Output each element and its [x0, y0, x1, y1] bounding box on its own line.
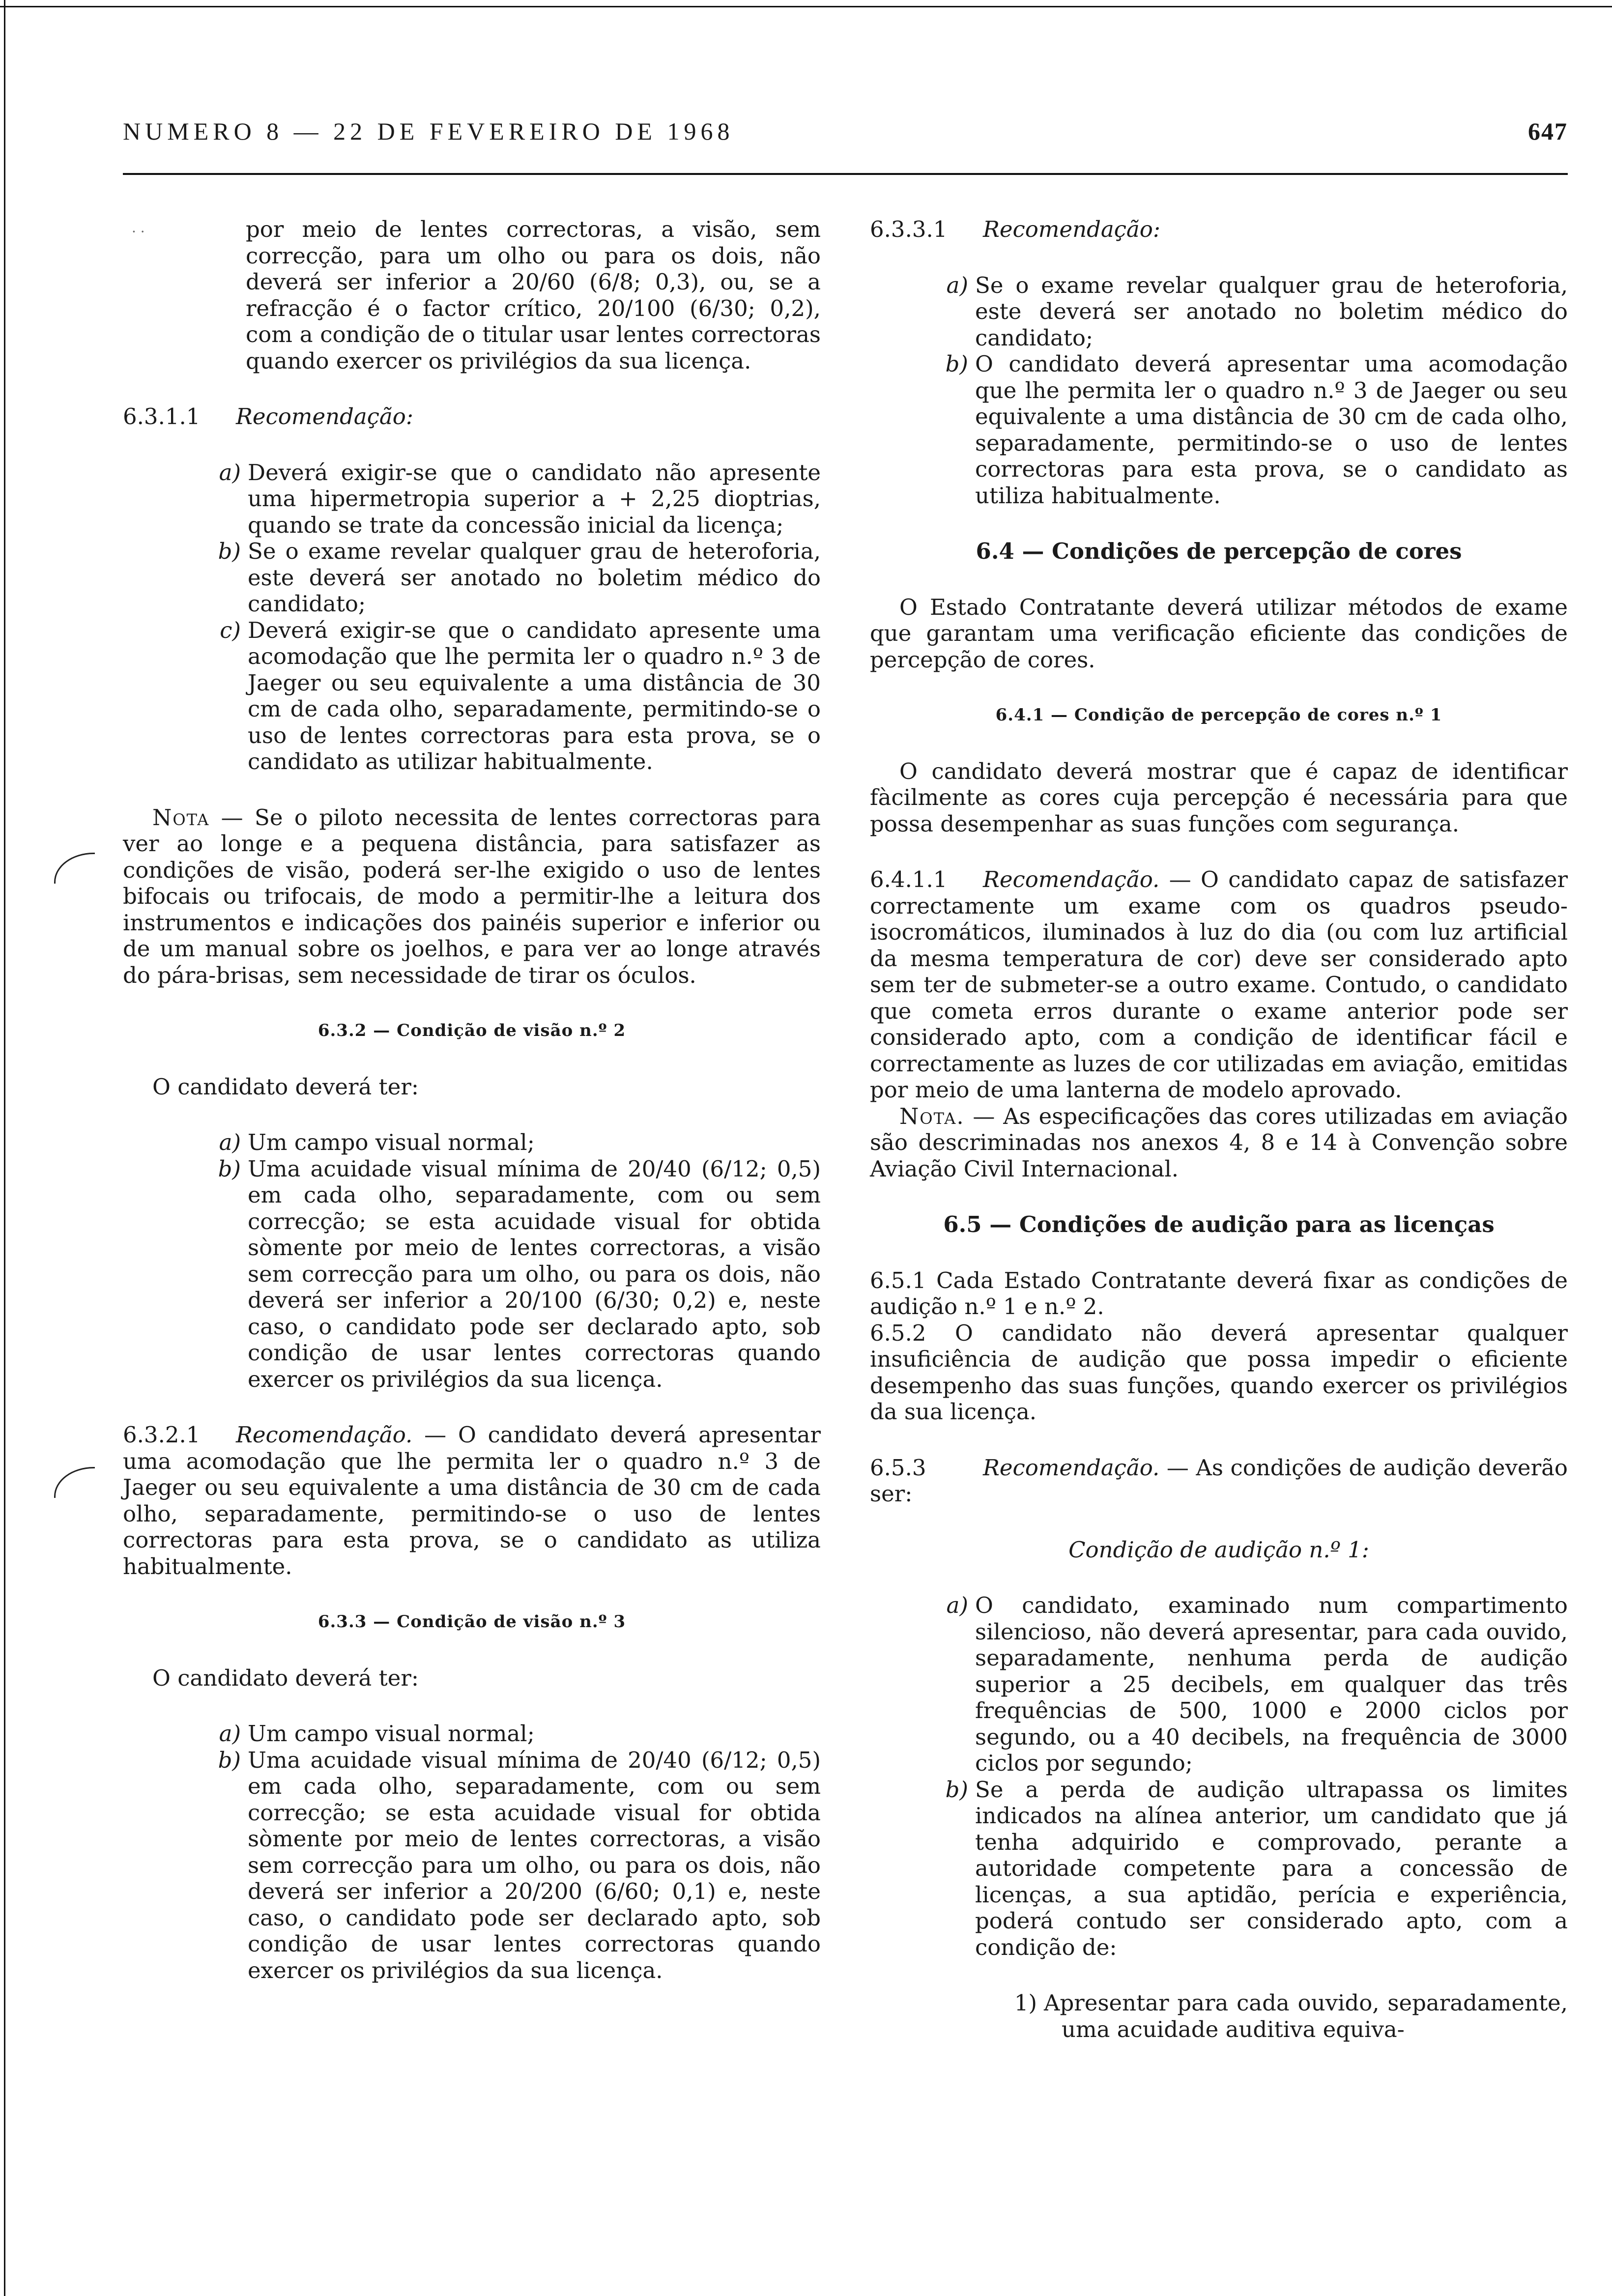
section-number: 6.4.1.1 — [870, 866, 948, 892]
note-label: Nota — [152, 804, 210, 831]
list-6331 — [870, 272, 1568, 509]
paragraph-64: O Estado Contratante deverá utilizar métodos de exame que garantam uma verificação eficiente das condições de percepção de cores. — [870, 594, 1568, 673]
item-text: Apresentar para cada ouvido, separadamente, uma acuidade auditiva equiva- — [1044, 1990, 1568, 2042]
intro-text: por meio de lentes correctoras, a visão, sem correcção, para um olho ou para os dois, não deverá ser inferior a 20/60 (6/8; 0,3), ou, se a refracção é o factor crítico, 20/100 (6/30; 0,2), com a condição de o titular usar lentes correctoras quando exercer os privilégios da sua licença. — [246, 216, 821, 374]
list-item — [123, 1747, 821, 1984]
margin-pencil-mark — [54, 1467, 95, 1498]
item-label: a) — [219, 459, 241, 486]
header-title: NUMERO 8 — 22 DE FEVEREIRO DE 1968 — [123, 117, 734, 145]
recommendation-label: Recomendação: — [983, 216, 1161, 242]
item-label: a) — [946, 272, 968, 298]
section-heading-64: 6.4 — Condições de percepção de cores — [976, 538, 1462, 564]
recommendation-label: Recomendação: — [236, 403, 414, 430]
item-label: b) — [218, 538, 241, 564]
list-item — [870, 272, 1568, 351]
item-label: b) — [945, 1776, 968, 1803]
recommendation-text: — O candidato capaz de satisfazer correctamente um exame com os quadros pseudo-isocromáticos, iluminados à luz do dia (ou com luz artificial da mesma temperatura de cor) deve ser considerado apto sem ter de submeter-se a outro exame. Contudo, o candidato que cometa erros durante o exame anterior pode ser considerado apto, com a condição de identificar fácil e correctamente as luzes de cor utilizadas em aviação, emitidas por meio de uma lanterna de modelo aprovado. — [870, 866, 1568, 1103]
condition-heading: Condição de audição n.º 1: — [1068, 1536, 1369, 1563]
list-item — [123, 1721, 821, 1747]
note-label: Nota. — [899, 1103, 965, 1129]
note-paragraph — [123, 804, 821, 989]
item-text: Um campo visual normal; — [248, 1129, 535, 1155]
note-text: — As especificações das cores utilizadas em aviação são descriminadas nos anexos 4, 8 e 14 à Convenção sobre Aviação Civil Internacional. — [870, 1103, 1568, 1182]
recommendation-653 — [870, 1455, 1568, 1507]
section-heading-641: 6.4.1 — Condição de percepção de cores n.º 1 — [995, 705, 1442, 725]
section-heading-65: 6.5 — Condições de audição para as licenças — [943, 1211, 1495, 1237]
item-text: Se a perda de audição ultrapassa os limites indicados na alínea anterior, um candidato que já tenha adquirido e comprovado, perante a autoridade competente para a concessão de licenças, a sua aptidão, perícia e experiência, poderá contudo ser considerado apto, com a condição de: — [975, 1776, 1568, 1960]
item-text: Deverá exigir-se que o candidato não apresente uma hipermetropia superior a + 2,25 dioptrias, quando se trate da concessão inicial da licença; — [248, 459, 821, 538]
section-number: 6.3.1.1 — [123, 403, 201, 430]
section-number: 6.3.3.1 — [870, 216, 948, 242]
recommendation-6321 — [123, 1422, 821, 1579]
recommendation-6331 — [870, 216, 1568, 243]
item-text: Se o exame revelar qualquer grau de heteroforia, este deverá ser anotado no boletim médico do candidato; — [975, 272, 1568, 351]
margin-specks: · · — [132, 224, 145, 240]
section-heading-633: 6.3.3 — Condição de visão n.º 3 — [317, 1612, 626, 1632]
numbered-item — [870, 1990, 1568, 2042]
item-label: c) — [220, 617, 241, 643]
list-item — [870, 351, 1568, 509]
section-number: 6.5.3 — [870, 1454, 926, 1481]
recommendation-text: — As condições de audição deverão ser: — [870, 1454, 1568, 1507]
item-label: b) — [218, 1155, 241, 1182]
list-item — [123, 617, 821, 775]
note-paragraph — [870, 1103, 1568, 1182]
page-frame-left — [4, 0, 5, 2296]
recommendation-6311 — [123, 403, 821, 430]
margin-pencil-mark — [54, 853, 95, 884]
list-item — [123, 1156, 821, 1393]
page-number: 647 — [1528, 117, 1568, 145]
section-number: 6.3.2.1 — [123, 1422, 201, 1448]
item-label: b) — [218, 1747, 241, 1773]
recommendation-label: Recomendação. — [983, 1454, 1160, 1481]
list-633 — [123, 1721, 821, 1983]
list-item — [870, 1592, 1568, 1777]
item-text: Se o exame revelar qualquer grau de heteroforia, este deverá ser anotado no boletim médico do candidato; — [248, 538, 821, 617]
note-text: — Se o piloto necessita de lentes correctoras para ver ao longe e a pequena distância, para satisfazer as condições de visão, poderá ser-lhe exigido o uso de lentes bifocais ou trifocais, de modo a permitir-lhe a leitura dos instrumentos e indicações dos painéis superior e inferior ou de um manual sobre os joelhos, e para ver ao longe através do pára-brisas, sem necessidade de tirar os óculos. — [123, 804, 821, 988]
left-column — [123, 216, 821, 1983]
list-item — [870, 1777, 1568, 1961]
list-cond1 — [870, 1592, 1568, 1960]
item-text: Uma acuidade visual mínima de 20/40 (6/12; 0,5) em cada olho, separadamente, com ou sem correcção; se esta acuidade visual for obtida sòmente por meio de lentes correctoras, a visão sem correcção para um olho, ou para os dois, não deverá ser inferior a 20/200 (6/60; 0,1) e, neste caso, o candidato pode ser declarado apto, sob condição de usar lentes correctoras quando exercer os privilégios da sua licença. — [248, 1747, 821, 1983]
header-rule — [123, 173, 1568, 175]
intro-paragraph — [123, 216, 821, 374]
paragraph-651: 6.5.1 Cada Estado Contratante deverá fixar as condições de audição n.º 1 e n.º 2. — [870, 1267, 1568, 1320]
paragraph-641: O candidato deverá mostrar que é capaz de identificar fàcilmente as cores cuja percepção é necessária para que possa desempenhar as suas funções com segurança. — [870, 758, 1568, 837]
lead-text: O candidato deverá ter: — [152, 1665, 419, 1691]
recommendation-label: Recomendação. — [236, 1422, 413, 1448]
recommendation-label: Recomendação. — [983, 866, 1160, 892]
item-text: Um campo visual normal; — [248, 1721, 535, 1747]
item-text: O candidato, examinado num compartimento silencioso, não deverá apresentar, para cada ouvido, separadamente, nenhuma perda de audição superior a 25 decibels, em qualquer das três frequências de 500, 1000 e 2000 ciclos por segundo, ou a 40 decibels, na frequência de 3000 ciclos por segundo; — [975, 1592, 1568, 1776]
item-text: Deverá exigir-se que o candidato apresente uma acomodação que lhe permita ler o quadro n.º 3 de Jaeger ou seu equivalente a uma distância de 30 cm de cada olho, separadamente, permitindo-se o uso de lentes correctoras para esta prova, se o candidato as utilizar habitualmente. — [248, 617, 821, 775]
item-label: a) — [946, 1592, 968, 1618]
list-item — [123, 459, 821, 539]
item-label: a) — [219, 1129, 241, 1155]
item-label: b) — [945, 351, 968, 377]
item-label: 1) — [1014, 1990, 1037, 2016]
lead-text: O candidato deverá ter: — [152, 1073, 419, 1100]
list-632 — [123, 1129, 821, 1392]
item-text: O candidato deverá apresentar uma acomodação que lhe permita ler o quadro n.º 3 de Jaeger ou seu equivalente a uma distância de 30 cm de cada olho, separadamente, permitindo-se o uso de lentes correctoras para esta prova, se o candidato as utiliza habitualmente. — [975, 351, 1568, 509]
section-heading-632: 6.3.2 — Condição de visão n.º 2 — [317, 1021, 626, 1040]
item-text: Uma acuidade visual mínima de 20/40 (6/12; 0,5) em cada olho, separadamente, com ou sem correcção; se esta acuidade visual for obtida sòmente por meio de lentes correctoras, a visão sem correcção para um olho, ou para os dois, não deverá ser inferior a 20/100 (6/30; 0,2) e, neste caso, o candidato pode ser declarado apto, sob condição de usar lentes correctoras quando exercer os privilégios da sua licença. — [248, 1155, 821, 1392]
list-item — [123, 538, 821, 617]
paragraph-652: 6.5.2 O candidato não deverá apresentar qualquer insuficiência de audição que possa impedir o eficiente desempenho das suas funções, quando exercer os privilégios da sua licença. — [870, 1320, 1568, 1425]
right-column — [870, 216, 1568, 2042]
page-frame-top — [0, 6, 1612, 7]
item-label: a) — [219, 1721, 241, 1747]
recommendation-text: — O candidato deverá apresentar uma acomodação que lhe permita ler o quadro n.º 3 de Jaeger ou seu equivalente a uma distância de 30 cm de cada olho, separadamente, permitindo-se o uso de lentes correctoras para esta prova, se o candidato as utiliza habitualmente. — [123, 1422, 821, 1579]
list-6311 — [123, 459, 821, 775]
page-header — [123, 117, 1568, 146]
list-item — [123, 1129, 821, 1156]
recommendation-6411 — [870, 866, 1568, 1103]
